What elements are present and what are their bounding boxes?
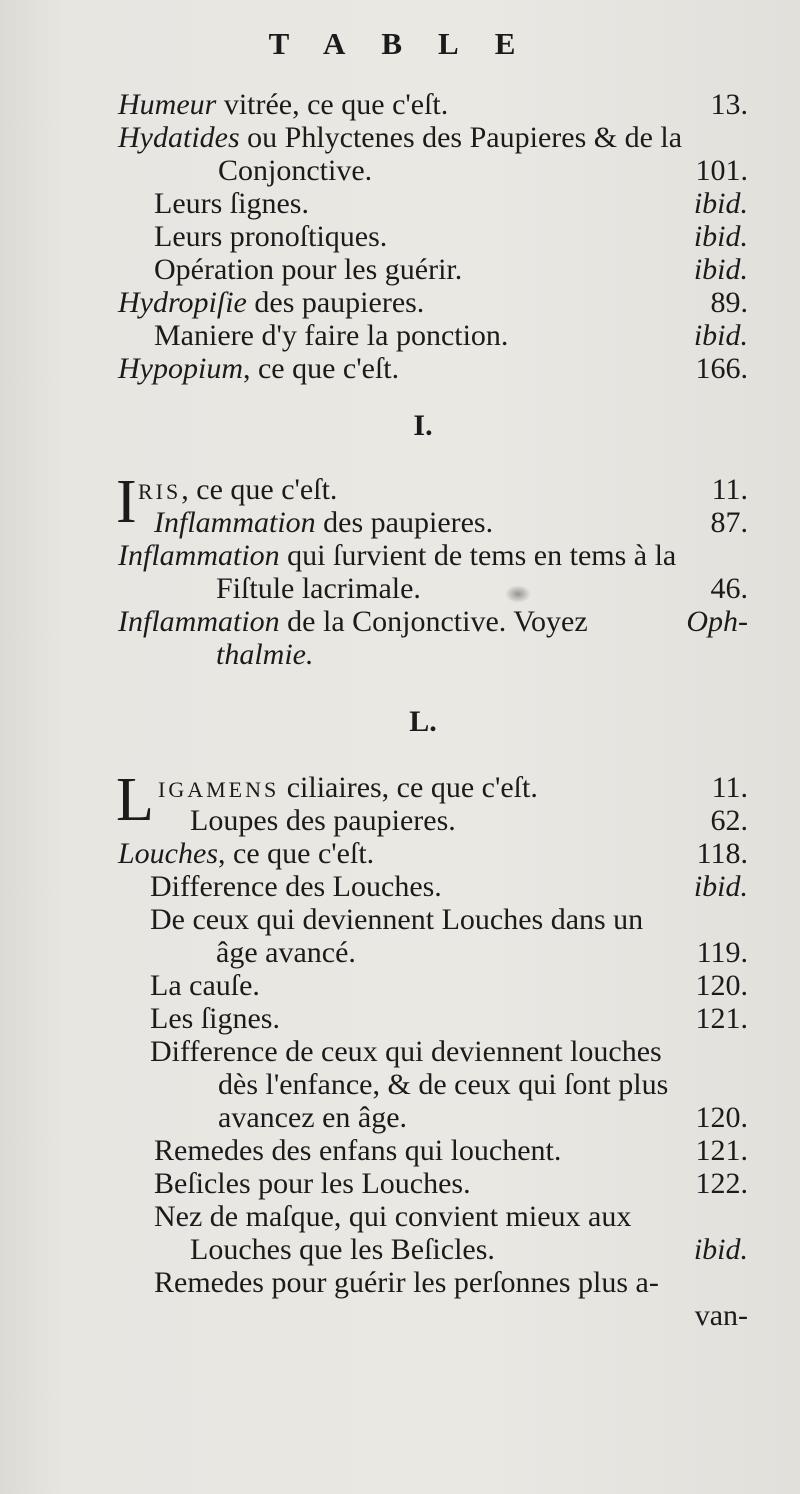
- index-entry: [118, 1101, 748, 1134]
- index-entry: [118, 319, 748, 352]
- page-number: 122.: [695, 1167, 748, 1200]
- page-number: ibid.: [693, 1233, 748, 1266]
- page-number: ibid.: [693, 870, 748, 903]
- entry-text: Difference des Louches.: [150, 870, 442, 903]
- entry-text: de la Conjonctive. Voyez: [279, 605, 588, 638]
- index-entry: [118, 352, 748, 385]
- entry-text: avancez en âge.: [218, 1101, 408, 1134]
- page-number: ibid.: [693, 253, 748, 286]
- index-entry: [118, 903, 748, 936]
- index-entry: [118, 253, 748, 286]
- entry-text: qui ſurvient de tems en tems à la: [279, 539, 677, 572]
- entry-text: De ceux qui deviennent Louches dans un: [150, 903, 644, 936]
- entry-continuation: Oph-: [686, 605, 748, 638]
- page-number: 13.: [710, 88, 748, 121]
- entry-text: Loupes des paupieres.: [190, 804, 456, 837]
- entry-text: ou Phlyctenes des Paupieres & de la: [239, 121, 683, 154]
- index-entry: [118, 1233, 748, 1266]
- entry-term: Inflammation: [118, 605, 280, 638]
- index-content: [118, 88, 748, 1332]
- catchword: van-: [694, 1299, 748, 1332]
- entry-term: Hydropiſie: [118, 286, 247, 319]
- page-number: 121.: [695, 1134, 748, 1167]
- page-number: 11.: [711, 771, 748, 804]
- page-number: 46.: [710, 572, 748, 605]
- page-number: ibid.: [693, 187, 748, 220]
- entry-text: Opération pour les guérir.: [154, 253, 463, 286]
- entry-text: des paupieres.: [315, 506, 494, 539]
- index-entry: [118, 286, 748, 319]
- index-entry: [118, 638, 748, 671]
- entry-term: Hydatides: [118, 121, 240, 154]
- entry-term: Inflammation: [118, 539, 280, 572]
- entry-term: Humeur: [118, 88, 217, 121]
- index-entry: [118, 1134, 748, 1167]
- page-number: 89.: [710, 286, 748, 319]
- entry-term: IGAMENS: [158, 777, 280, 802]
- entry-text: thalmie.: [216, 638, 314, 671]
- page-number: 120.: [695, 1101, 748, 1134]
- index-entry: [118, 969, 748, 1002]
- drop-cap: I: [116, 468, 137, 536]
- index-entry: [118, 605, 748, 638]
- index-entry: [118, 539, 748, 572]
- page-number: 118.: [696, 837, 748, 870]
- entry-text: La cauſe.: [150, 969, 260, 1002]
- index-entry: [118, 572, 748, 605]
- entry-text: Nez de maſque, qui convient mieux aux: [154, 1200, 632, 1233]
- entry-text: Remedes pour guérir les perſonnes plus a-: [154, 1266, 659, 1299]
- index-entry: [118, 506, 748, 539]
- section-heading-l: L.: [409, 705, 437, 738]
- entry-text: Fiſtule lacrimale.: [216, 572, 421, 605]
- index-entry: [118, 1167, 748, 1200]
- entry-text: vitrée, ce que c'eſt.: [216, 88, 449, 121]
- page-number: 62.: [710, 804, 748, 837]
- drop-cap: L: [116, 766, 154, 834]
- index-entry: [118, 1200, 748, 1233]
- index-entry: [118, 121, 748, 154]
- page-number: 119.: [696, 936, 748, 969]
- entry-term: Louches: [118, 837, 218, 870]
- index-entry: [118, 870, 748, 903]
- index-entry: [118, 804, 748, 837]
- entry-text: Les ſignes.: [150, 1002, 280, 1035]
- entry-term: Hypopium: [118, 352, 243, 385]
- entry-text: , ce que c'eſt.: [181, 473, 338, 506]
- entry-text: Louches que les Beſicles.: [190, 1233, 495, 1266]
- entry-term: RIS: [138, 479, 182, 504]
- page-header: TABLE: [268, 26, 552, 61]
- index-entry: [118, 88, 748, 121]
- entry-text: , ce que c'eſt.: [242, 352, 400, 385]
- entry-text: Maniere d'y faire la ponction.: [154, 319, 509, 352]
- index-entry: [118, 1299, 748, 1332]
- entry-text: Beſicles pour les Louches.: [154, 1167, 471, 1200]
- page-number: 101.: [695, 154, 748, 187]
- index-entry: [118, 837, 748, 870]
- index-entry: [118, 1266, 748, 1299]
- page-number: 120.: [695, 969, 748, 1002]
- entry-text: Remedes des enfans qui louchent.: [154, 1134, 562, 1167]
- page-number: 121.: [695, 1002, 748, 1035]
- section-heading-i: I.: [413, 409, 433, 442]
- entry-text: Conjonctive.: [218, 154, 373, 187]
- page-number: 166.: [695, 352, 748, 385]
- page-number: ibid.: [693, 220, 748, 253]
- entry-text: Leurs ſignes.: [154, 187, 309, 220]
- page-number: 87.: [710, 506, 748, 539]
- entry-text: des paupieres.: [246, 286, 425, 319]
- page-number: ibid.: [693, 319, 748, 352]
- entry-text: âge avancé.: [216, 936, 356, 969]
- entry-text: , ce que c'eſt.: [218, 837, 375, 870]
- index-entry: [118, 1068, 748, 1101]
- entry-text: ciliaires, ce que c'eſt.: [279, 771, 538, 804]
- entry-term: Inflammation: [154, 506, 316, 539]
- index-entry: [118, 1035, 748, 1068]
- index-entry: [118, 187, 748, 220]
- index-entry: [118, 936, 748, 969]
- entry-text: Difference de ceux qui deviennent louches: [150, 1035, 662, 1068]
- entry-text: Leurs pronoſtiques.: [154, 220, 388, 253]
- page-number: 11.: [711, 473, 748, 506]
- index-entry: [118, 1002, 748, 1035]
- index-entry: [118, 220, 748, 253]
- index-entry: [118, 154, 748, 187]
- entry-text: dès l'enfance, & de ceux qui ſont plus: [218, 1068, 669, 1101]
